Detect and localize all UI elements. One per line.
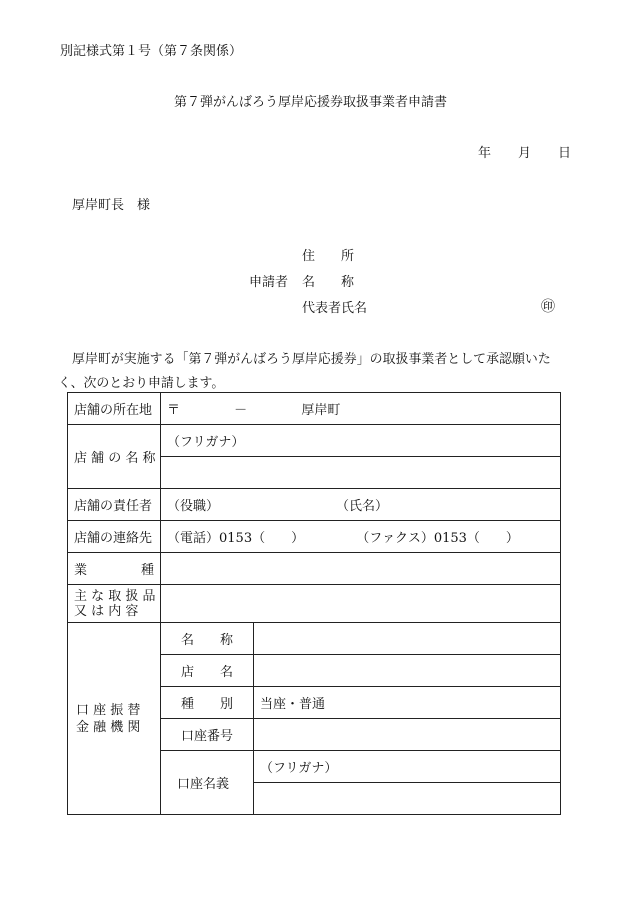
addressee: 厚岸町長 様 <box>72 198 151 213</box>
postal-mark: 〒 <box>167 403 181 418</box>
location-label: 店舗の所在地 <box>68 393 161 425</box>
bank-name-label: 名 称 <box>161 623 254 655</box>
table-row <box>68 553 561 585</box>
account-type-label: 種 別 <box>161 687 254 719</box>
store-name-furigana-field[interactable]: （フリガナ） <box>161 425 561 457</box>
account-holder-label: 口座名義 <box>161 751 254 815</box>
town-name: 厚岸町 <box>301 403 341 418</box>
account-number-field[interactable] <box>254 719 561 751</box>
table-row <box>68 425 561 457</box>
bank-name-field[interactable] <box>254 623 561 655</box>
account-holder-furigana-field[interactable]: （フリガナ） <box>254 751 561 783</box>
date-month: 月 <box>518 146 532 161</box>
goods-field[interactable] <box>161 585 561 623</box>
application-table <box>67 392 561 815</box>
intro-line-1: 厚岸町が実施する「第７弾がんばろう厚岸応援券」の取扱事業者として承認願いた <box>72 352 551 367</box>
table-row <box>68 585 561 623</box>
table-row <box>68 489 561 521</box>
account-number-label: 口座番号 <box>161 719 254 751</box>
branch-field[interactable] <box>254 655 561 687</box>
location-field[interactable] <box>161 393 561 425</box>
form-number: 別記様式第１号（第７条関係） <box>60 44 243 59</box>
industry-label: 業 種 <box>74 563 154 578</box>
address-label: 住 所 <box>302 249 355 264</box>
table-row <box>68 623 561 655</box>
table-row <box>68 521 561 553</box>
date-day: 日 <box>558 146 572 161</box>
position-label: （役職） <box>167 499 220 514</box>
contact-field[interactable] <box>161 521 561 553</box>
representative-label: 代表者氏名 <box>302 301 368 316</box>
postal-dash: － <box>234 403 248 418</box>
date-year: 年 <box>478 146 492 161</box>
table-row <box>68 393 561 425</box>
seal-mark: ㊞ <box>541 299 555 315</box>
bank-label: 口 座 振 替 金 融 機 関 <box>68 623 161 815</box>
phone-label: （電話）0153（ ） <box>167 531 305 546</box>
industry-field[interactable] <box>161 553 561 585</box>
goods-label: 主 な 取 扱 品 又 は 内 容 <box>68 585 161 623</box>
account-holder-field[interactable] <box>254 783 561 815</box>
store-name-field[interactable] <box>161 457 561 489</box>
contact-label: 店舗の連絡先 <box>68 521 161 553</box>
applicant-label: 申請者 <box>249 275 289 290</box>
person-name-label: （氏名） <box>336 499 389 514</box>
branch-label: 店 名 <box>161 655 254 687</box>
store-name-label: 店 舗 の 名 称 <box>74 451 156 466</box>
intro-line-2: く、次のとおり申請します。 <box>58 376 225 391</box>
document-title: 第７弾がんばろう厚岸応援券取扱事業者申請書 <box>174 95 448 110</box>
manager-field[interactable] <box>161 489 561 521</box>
manager-label: 店舗の責任者 <box>68 489 161 521</box>
account-type-field[interactable]: 当座・普通 <box>254 687 561 719</box>
name-label: 名 称 <box>302 275 355 290</box>
fax-label: （ファクス）0153（ ） <box>356 531 519 546</box>
